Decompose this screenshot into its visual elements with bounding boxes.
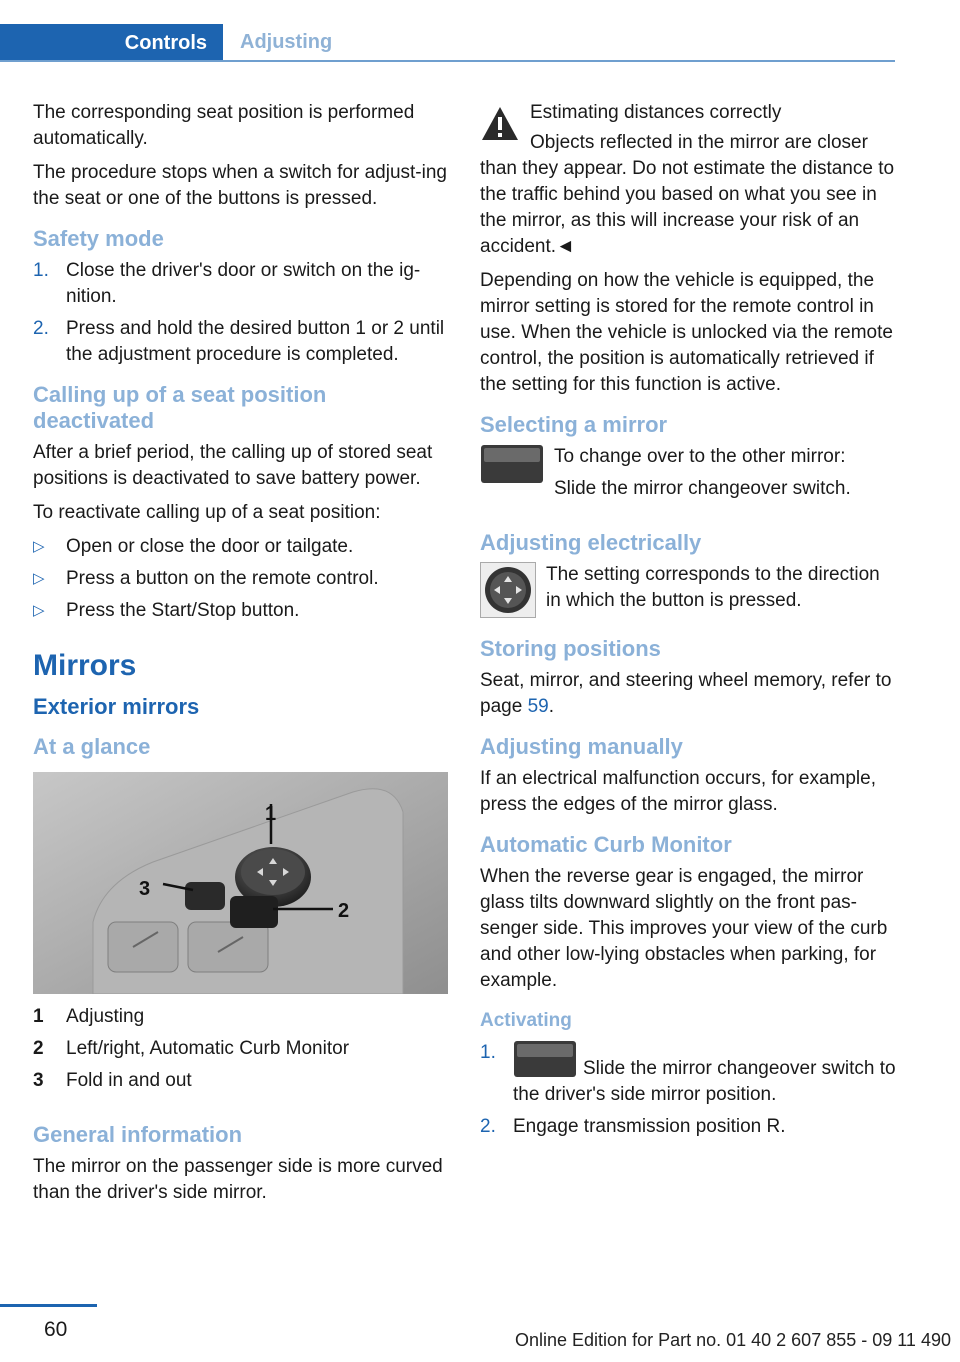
left-column — [33, 100, 448, 1214]
legend-number: 2 — [33, 1038, 44, 1059]
selecting-line: To change over to the other mirror: — [554, 446, 846, 467]
legend-text: Fold in and out — [66, 1070, 192, 1091]
storing-end: . — [548, 696, 554, 717]
mirror-switch-icon — [480, 444, 544, 484]
legend-item — [33, 1036, 448, 1062]
callout-3: 3 — [139, 878, 151, 900]
adjusting-electrically-text: The setting corresponds to the direction in which the button is pressed. — [546, 564, 880, 611]
list-item — [33, 566, 448, 592]
triangle-bullet-icon: ▷ — [33, 602, 45, 619]
online-edition-note: Online Edition for Part no. 01 40 2 607 855 - 09 11 490 — [515, 1330, 951, 1350]
paragraph: The corresponding seat position is performed automatically. — [33, 102, 415, 149]
legend-number: 1 — [33, 1006, 44, 1027]
list-item — [33, 316, 448, 368]
step-text: Engage transmission position R. — [513, 1116, 786, 1137]
paragraph: To reactivate calling up of a seat position: — [33, 502, 381, 523]
adjusting-electrically-row — [480, 562, 898, 622]
bullet-text: Open or close the door or tailgate. — [66, 536, 354, 557]
selecting-mirror-row — [480, 444, 898, 510]
warning-icon — [480, 104, 520, 144]
triangle-bullet-icon: ▷ — [33, 538, 45, 555]
step-number: 2. — [33, 318, 49, 339]
step-number: 2. — [480, 1116, 496, 1137]
list-item — [33, 258, 448, 310]
storing-paragraph — [480, 668, 898, 720]
step-number: 1. — [33, 260, 49, 281]
activating-heading: Activating — [480, 1010, 572, 1031]
warning-block — [480, 100, 898, 260]
tab-adjusting[interactable]: Adjusting — [240, 31, 333, 53]
curb-monitor-heading: Automatic Curb Monitor — [480, 832, 732, 857]
warning-title: Estimating distances correctly — [530, 102, 782, 123]
selecting-mirror-heading: Selecting a mirror — [480, 412, 668, 437]
page-number: 60 — [44, 1318, 68, 1341]
storing-text: Seat, mirror, and steering wheel memory, refer to page — [480, 670, 892, 717]
warning-text: Objects reflected in the mirror are closer than they appear. Do not estimate the distance to the traffic behind you based on what you see in the mirror, as this will increase your risk of an accident.◄ — [480, 132, 895, 257]
step-text: Press and hold the desired button 1 or 2 until the adjustment procedure is completed. — [66, 318, 445, 365]
tab-controls[interactable]: Controls — [0, 24, 223, 62]
list-item — [33, 598, 448, 624]
bullet-text: Press a button on the remote control. — [66, 568, 379, 589]
legend-text: Adjusting — [66, 1006, 145, 1027]
safety-steps — [33, 258, 448, 368]
storing-positions-heading: Storing positions — [480, 636, 661, 661]
footer-rule — [0, 1304, 97, 1307]
adjusting-manually-heading: Adjusting manually — [480, 734, 683, 759]
bullet-text: Press the Start/Stop button. — [66, 600, 300, 621]
header-rule — [0, 60, 895, 62]
page-header — [0, 24, 895, 62]
list-item — [480, 1040, 898, 1108]
legend-number: 3 — [33, 1070, 44, 1091]
page-link[interactable]: 59 — [527, 696, 549, 717]
paragraph: Depending on how the vehicle is equipped, the mirror setting is stored for the remote control in use. When the vehicle is unlocked via the remote control, the position is automatically retrieved if the setting for this function is active. — [480, 270, 893, 395]
paragraph: When the reverse gear is engaged, the mirror glass tilts downward slightly on the front pas-senger side. This improves your view of the curb and other low-lying obstacles when parking, for example. — [480, 866, 888, 991]
paragraph: The procedure stops when a switch for adjust-ing the seat or one of the buttons is pressed. — [33, 162, 447, 209]
calling-bullets — [33, 534, 448, 624]
callout-1: 1 — [265, 803, 277, 825]
legend-text: Left/right, Automatic Curb Monitor — [66, 1038, 350, 1059]
mirror-adjust-button-icon — [480, 562, 536, 618]
list-item — [33, 534, 448, 560]
step-text: Close the driver's door or switch on the ig-nition. — [66, 260, 421, 307]
paragraph: After a brief period, the calling up of stored seat positions is deactivated to save battery power. — [33, 442, 433, 489]
triangle-bullet-icon: ▷ — [33, 570, 45, 587]
paragraph: If an electrical malfunction occurs, for example, press the edges of the mirror glass. — [480, 768, 877, 815]
right-column — [480, 100, 898, 1146]
legend-item — [33, 1068, 448, 1094]
selecting-text — [554, 444, 851, 510]
step-number: 1. — [480, 1042, 496, 1063]
general-information-heading: General information — [33, 1122, 243, 1147]
selecting-line: Slide the mirror changeover switch. — [554, 478, 851, 499]
adjusting-electrically-heading: Adjusting electrically — [480, 530, 702, 555]
step-content — [513, 1040, 898, 1108]
list-item — [480, 1114, 898, 1140]
calling-up-heading: Calling up of a seat position deactivated — [33, 382, 327, 433]
legend-item — [33, 1004, 448, 1030]
mirror-switch-icon — [513, 1040, 577, 1078]
step-text: Slide the mirror changeover switch to the driver's side mirror position. — [513, 1058, 896, 1105]
paragraph: The mirror on the passenger side is more curved than the driver's side mirror. — [33, 1156, 443, 1203]
callout-2: 2 — [338, 900, 350, 922]
activating-steps — [480, 1040, 898, 1140]
legend — [33, 1004, 448, 1094]
safety-mode-heading: Safety mode — [33, 226, 164, 251]
mirror-controls-photo — [33, 772, 448, 994]
mirrors-heading: Mirrors — [33, 649, 137, 682]
exterior-mirrors-heading: Exterior mirrors — [33, 694, 200, 719]
at-a-glance-heading: At a glance — [33, 734, 151, 759]
